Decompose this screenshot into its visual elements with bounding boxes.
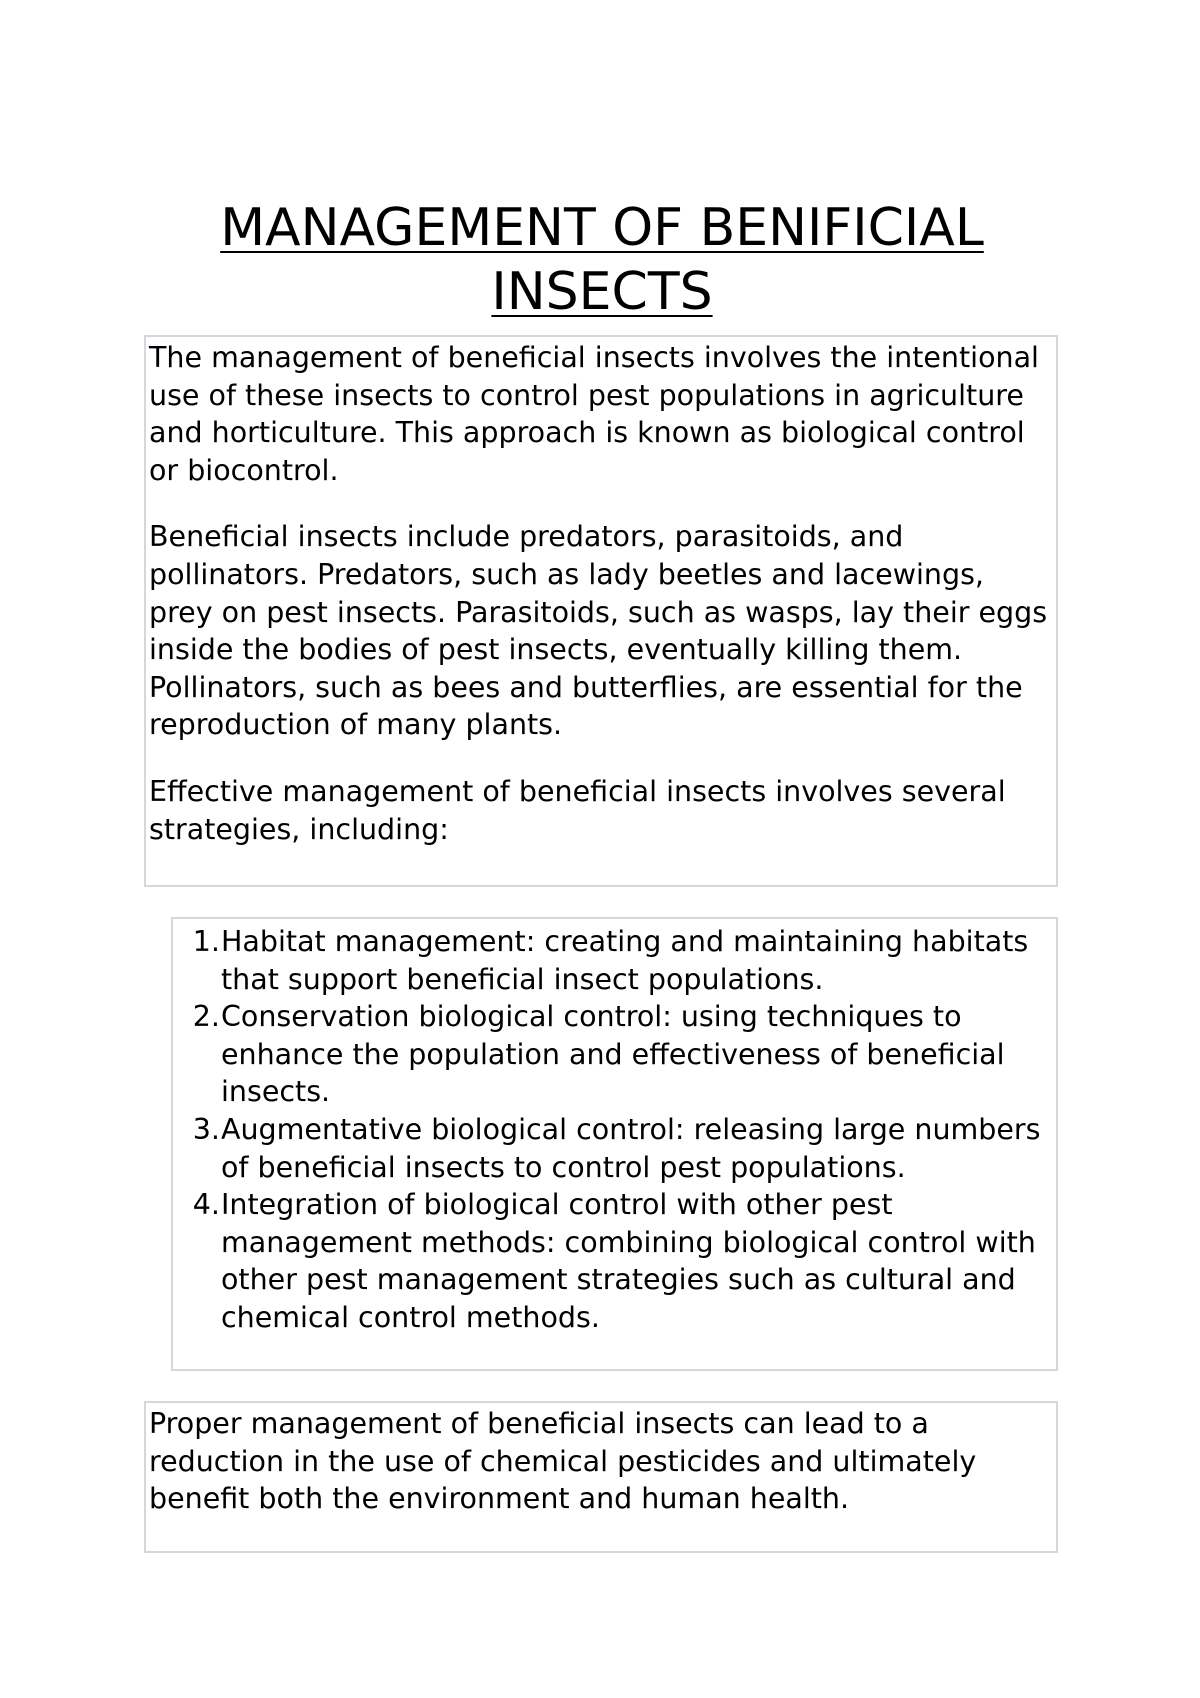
list-item — [173, 998, 1056, 1111]
intro-paragraph-3: Effective management of beneficial insects involves several strategies, including: — [149, 774, 1006, 846]
intro-text-box — [144, 335, 1058, 887]
list-item — [173, 1111, 1056, 1186]
document-title: MANAGEMENT OF BENIFICIAL INSECTS — [220, 198, 984, 322]
closing-text-box — [144, 1401, 1058, 1553]
closing-paragraph: Proper management of beneficial insects can lead to a reduction in the use of chemical pesticides and ultimately benefit both the environment and human health. — [149, 1407, 977, 1516]
intro-paragraph-1: The management of beneficial insects involves the intentional use of these insects to control pest populations in agriculture and horticulture. This approach is known as biological control or biocontrol. — [149, 341, 1039, 487]
strategies-list — [173, 923, 1056, 1337]
list-item-number: 1. — [192, 925, 220, 958]
list-item — [173, 923, 1056, 998]
list-item-text: Augmentative biological control: releasing large numbers of beneficial insects to control pest populations. — [221, 1112, 1041, 1184]
list-item — [173, 1186, 1056, 1336]
list-item-text: Habitat management: creating and maintaining habitats that support beneficial insect populations. — [221, 925, 1029, 996]
list-item-text: Integration of biological control with other pest management methods: combining biological control with other pest management strategies such as cultural and chemical control methods. — [221, 1188, 1036, 1334]
intro-paragraph-2: Beneficial insects include predators, parasitoids, and pollinators. Predators, such as lady beetles and lacewings, prey on pest insects. Parasitoids, such as wasps, lay their eggs inside the bodies of pest insects, eventually killing them. Pollinators, such as bees and butterflies, are essential for the reproduction of many plants. — [149, 520, 1048, 742]
list-item-number: 4. — [192, 1188, 220, 1222]
list-item-number: 2. — [192, 1000, 220, 1034]
strategies-list-box — [171, 917, 1058, 1371]
list-item-text: Conservation biological control: using techniques to enhance the population and effectiveness of beneficial insects. — [221, 1000, 1005, 1109]
list-item-number: 3. — [192, 1112, 220, 1146]
